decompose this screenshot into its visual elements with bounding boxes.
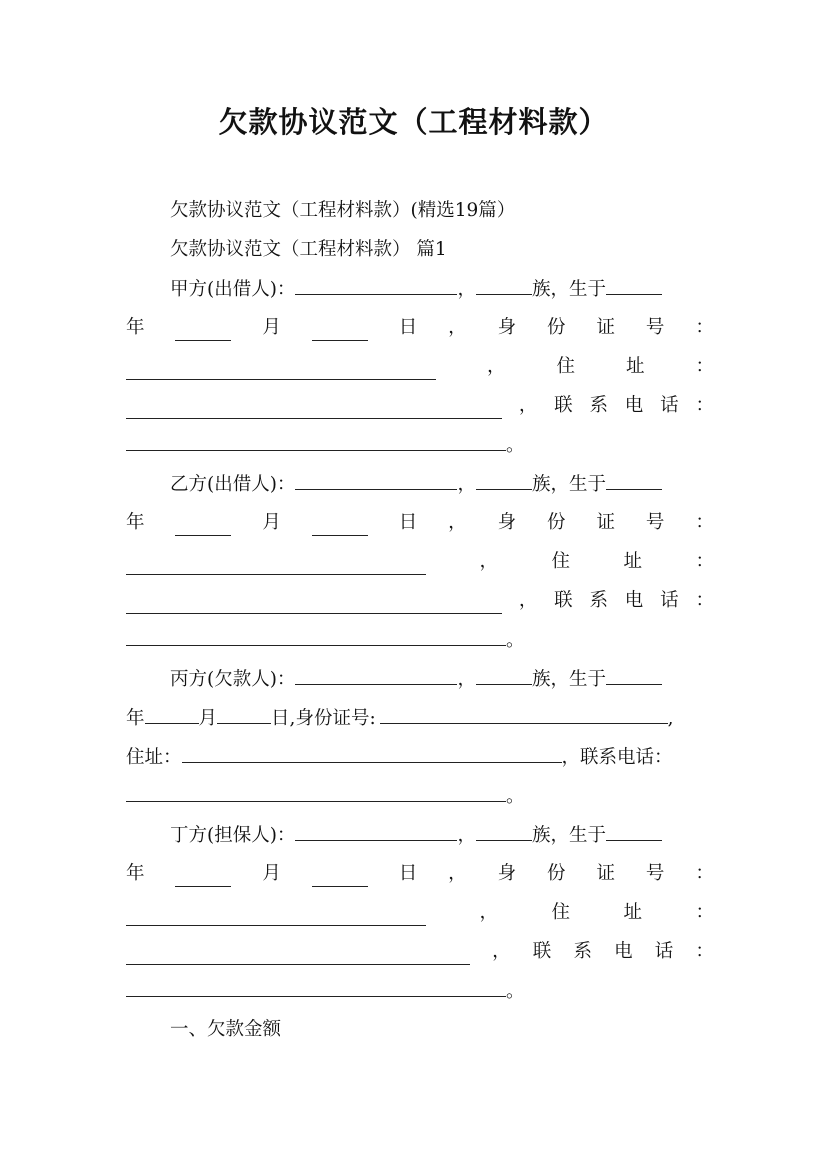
party-c-line-4: 。 xyxy=(126,783,714,809)
party-a-label: 甲方(出借人)： xyxy=(170,279,296,300)
id-number-blank xyxy=(126,907,426,926)
party-c-line-3: 住址： ，联系电话： xyxy=(126,744,714,770)
party-a-line-1: 甲方(出借人)： ， 族，生于 xyxy=(170,276,714,302)
section-heading: 一、欠款金额 xyxy=(170,1019,282,1040)
birth-year-blank xyxy=(606,666,662,685)
id-number-blank xyxy=(380,705,668,724)
phone-blank xyxy=(126,432,506,451)
address-blank xyxy=(126,595,502,614)
party-d-line-2: 年 月 日 ， 身 份 证 号 ： xyxy=(126,861,714,887)
birth-year-blank xyxy=(606,276,662,295)
party-c-line-2: 年 月 日,身份证号: , xyxy=(126,705,714,731)
party-b-line-1: 乙方(出借人)： ， 族，生于 xyxy=(170,471,714,497)
phone-blank xyxy=(126,978,506,997)
ethnicity-blank xyxy=(476,666,532,685)
party-a-line-5: 。 xyxy=(126,432,714,458)
birth-day-blank xyxy=(312,322,368,341)
id-number-blank xyxy=(126,556,426,575)
name-blank xyxy=(295,822,457,841)
address-blank xyxy=(126,946,470,965)
phone-blank xyxy=(126,627,506,646)
intro-line: 欠款协议范文（工程材料款）(精选19篇） xyxy=(170,200,516,221)
birth-day-blank xyxy=(312,868,368,887)
ethnicity-blank xyxy=(476,471,532,490)
birth-day-blank xyxy=(217,705,271,724)
document-title: 欠款协议范文（工程材料款） xyxy=(218,105,609,139)
party-a-line-3: ， 住 址 ： xyxy=(126,354,714,380)
intro-line: 欠款协议范文（工程材料款） 篇1 xyxy=(170,239,447,260)
name-blank xyxy=(295,666,457,685)
phone-blank xyxy=(126,783,506,802)
birth-month-blank xyxy=(175,322,231,341)
birth-year-blank xyxy=(606,471,662,490)
party-a-line-4: ， 联 系 电 话 ： xyxy=(126,393,714,419)
name-blank xyxy=(295,276,457,295)
birth-year-blank xyxy=(606,822,662,841)
party-b-line-2: 年 月 日 ， 身 份 证 号 ： xyxy=(126,510,714,536)
birth-month-blank xyxy=(175,517,231,536)
party-b-line-4: ， 联 系 电 话 ： xyxy=(126,588,714,614)
ethnicity-blank xyxy=(476,276,532,295)
ethnicity-blank xyxy=(476,822,532,841)
party-d-line-4: ， 联 系 电 话 ： xyxy=(126,939,714,965)
birth-day-blank xyxy=(312,517,368,536)
id-number-blank xyxy=(126,361,436,380)
name-blank xyxy=(295,471,457,490)
party-d-label: 丁方(担保人)： xyxy=(170,825,296,846)
party-c-label: 丙方(欠款人)： xyxy=(170,669,296,690)
party-c-line-1: 丙方(欠款人)： ， 族，生于 xyxy=(170,666,714,692)
party-d-line-3: ， 住 址 ： xyxy=(126,900,714,926)
address-blank xyxy=(182,744,562,763)
party-d-line-1: 丁方(担保人)： ， 族，生于 xyxy=(170,822,714,848)
party-b-line-5: 。 xyxy=(126,627,714,653)
party-a-line-2: 年 月 日 ， 身 份 证 号 ： xyxy=(126,315,714,341)
party-b-label: 乙方(出借人)： xyxy=(170,474,296,495)
address-blank xyxy=(126,400,502,419)
birth-month-blank xyxy=(175,868,231,887)
birth-month-blank xyxy=(145,705,199,724)
party-d-line-5: 。 xyxy=(126,978,714,1004)
party-b-line-3: ， 住 址 ： xyxy=(126,549,714,575)
